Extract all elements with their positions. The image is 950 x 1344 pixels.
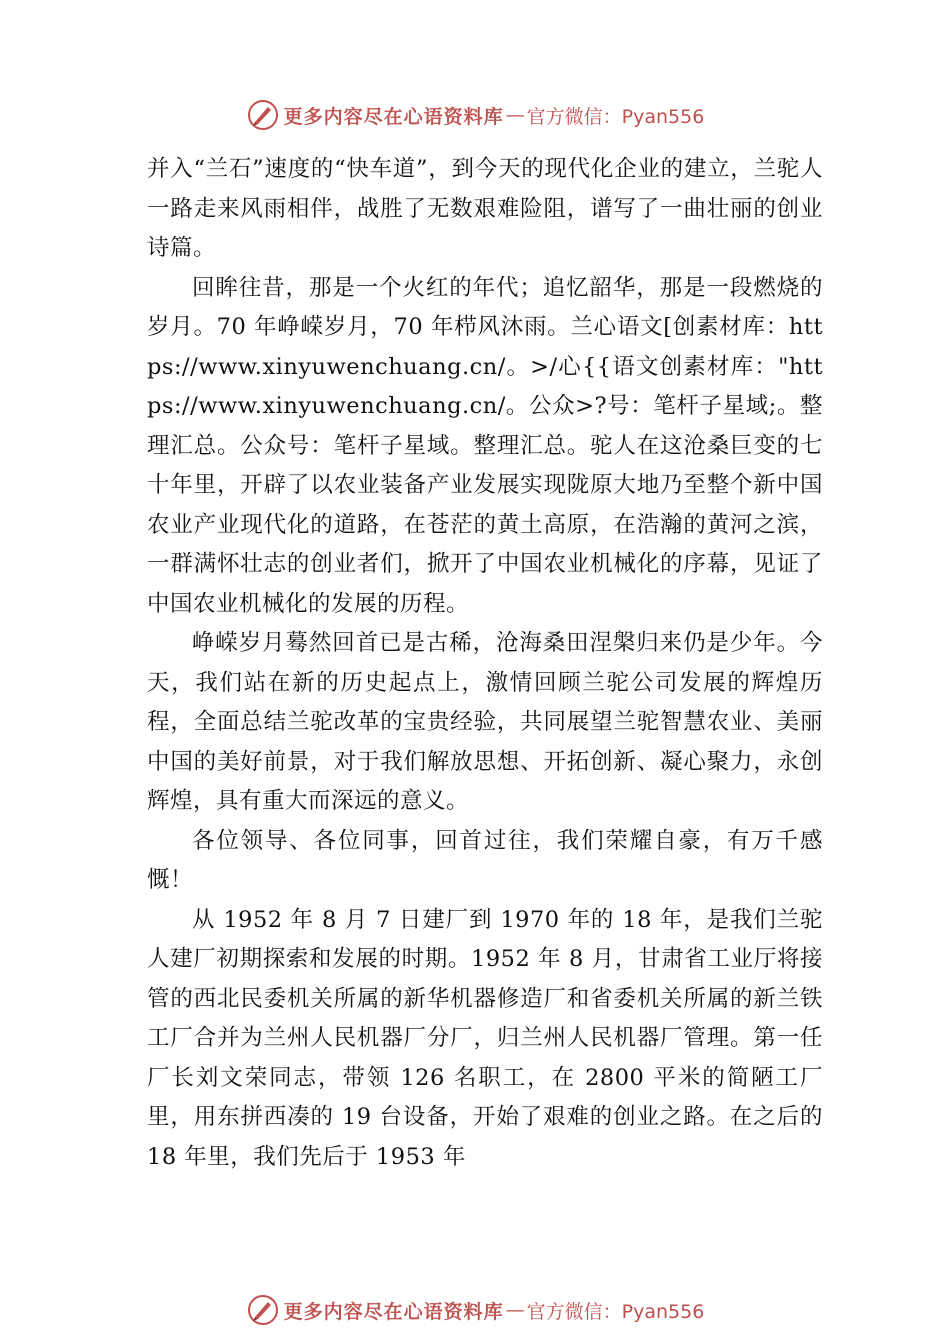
paragraph-1: 并入“兰石”速度的“快车道”，到今天的现代化企业的建立，兰驼人一路走来风雨相伴，战胜了无数艰难险阻，谱写了一曲壮丽的创业诗篇。 [147,156,823,261]
header-banner [0,95,950,135]
header-separator: — [505,104,525,126]
header-wechat-text: 官方微信：Pyan556 [526,105,705,128]
paragraph-2: 回眸往昔，那是一个火红的年代；追忆韶华，那是一段燃烧的岁月。70 年峥嵘岁月，70 年栉风沐雨。兰心语文[创素材库：https://www.xinyuwenchuang.cn/。>/心{{语文创素材库："https://www.xinyuwenchuang.cn/。公众>?号：笔杆子星域;。整理汇总。公众号：笔杆子星域。整理汇总。驼人在这沧桑巨变的七十年里，开辟了以农业装备产业发展实现陇原大地乃至整个新中国农业产业现代化的道路，在苍茫的黄土高原，在浩瀚的黄河之滨，一群满怀壮志的创业者们，掀开了中国农业机械化的序幕，见证了中国农业机械化的发展的历程。 [147,274,823,617]
footer-brand-text: 更多内容尽在心语资料库 [283,1300,504,1323]
paragraph-5: 从 1952 年 8 月 7 日建厂到 1970 年的 18 年，是我们兰驼人建厂初期探索和发展的时期。1952 年 8 月，甘肃省工业厅将接管的西北民委机关所属的新华机器修造厂和省委机关所属的新兰铁工厂合并为兰州人民机器厂分厂，归兰州人民机器厂管理。第一任厂长刘文荣同志，带领 126 名职工，在 2800 平米的简陋工厂里，用东拼西凑的 19 台设备，开始了艰难的创业之路。在之后的 18 年里，我们先后于 1953 年 [147,906,823,1170]
pen-circle-logo-icon [246,98,280,132]
footer-separator: — [505,1299,525,1321]
header-brand-text: 更多内容尽在心语资料库 [283,105,504,128]
document-body [147,150,823,1177]
footer-wechat-text: 官方微信：Pyan556 [526,1300,705,1323]
pen-circle-logo-icon [246,1293,280,1327]
paragraph-3: 峥嵘岁月蓦然回首已是古稀，沧海桑田涅槃归来仍是少年。今天，我们站在新的历史起点上，激情回顾兰驼公司发展的辉煌历程，全面总结兰驼改革的宝贵经验，共同展望兰驼智慧农业、美丽中国的美好前景，对于我们解放思想、开拓创新、凝心聚力，永创辉煌，具有重大而深远的意义。 [147,630,823,814]
footer-banner [0,1290,950,1330]
paragraph-4: 各位领导、各位同事，回首过往，我们荣耀自豪，有万千感慨！ [147,827,823,893]
